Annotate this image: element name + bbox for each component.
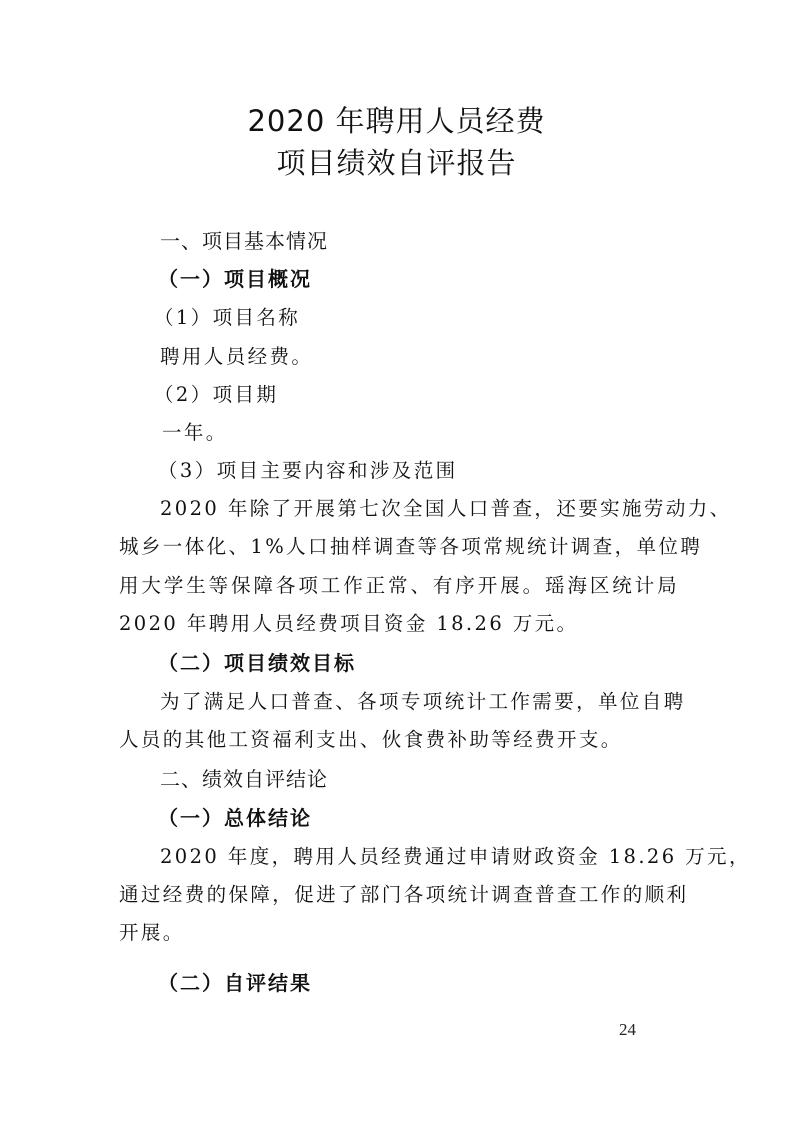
page-number: 24 — [619, 1020, 636, 1039]
goal-paragraph-line: 人员的其他工资福利支出、伙食费补助等经费开支。 — [119, 728, 623, 751]
report-title-line-1: 2020 年聘用人员经费 — [247, 104, 546, 138]
section-2-subheading-self-evaluation-result: （二）自评结果 — [158, 971, 312, 995]
section-2-subheading-overall-conclusion: （一）总体结论 — [158, 806, 312, 830]
conclusion-paragraph-line: 通过经费的保障，促进了部门各项统计调查普查工作的顺利 — [119, 883, 689, 906]
section-2-heading: 二、绩效自评结论 — [160, 767, 328, 791]
content-paragraph-line: 2020 年除了开展第七次全国人口普查，还要实施劳动力、 — [160, 497, 732, 520]
item-1-value: 聘用人员经费。 — [160, 345, 314, 368]
report-title-line-2: 项目绩效自评报告 — [276, 146, 517, 180]
item-2-label: （2）项目期 — [154, 383, 279, 406]
item-1-label: （1）项目名称 — [154, 306, 301, 329]
content-paragraph-line: 2020 年聘用人员经费项目资金 18.26 万元。 — [119, 612, 579, 635]
conclusion-paragraph-line: 开展。 — [119, 921, 185, 944]
conclusion-paragraph-line: 2020 年度，聘用人员经费通过申请财政资金 18.26 万元， — [160, 845, 751, 868]
section-1-subheading-project-overview: （一）项目概况 — [158, 267, 312, 291]
item-2-value: 一年。 — [162, 421, 228, 444]
goal-paragraph-line: 为了满足人口普查、各项专项统计工作需要，单位自聘 — [160, 690, 686, 713]
section-1-subheading-performance-goal: （二）项目绩效目标 — [158, 651, 356, 675]
section-1-heading: 一、项目基本情况 — [160, 229, 328, 253]
item-3-label: （3）项目主要内容和涉及范围 — [158, 459, 458, 482]
content-paragraph-line: 城乡一体化、1%人口抽样调查等各项常规统计调查，单位聘 — [119, 535, 703, 558]
content-paragraph-line: 用大学生等保障各项工作正常、有序开展。瑶海区统计局 — [119, 574, 679, 597]
